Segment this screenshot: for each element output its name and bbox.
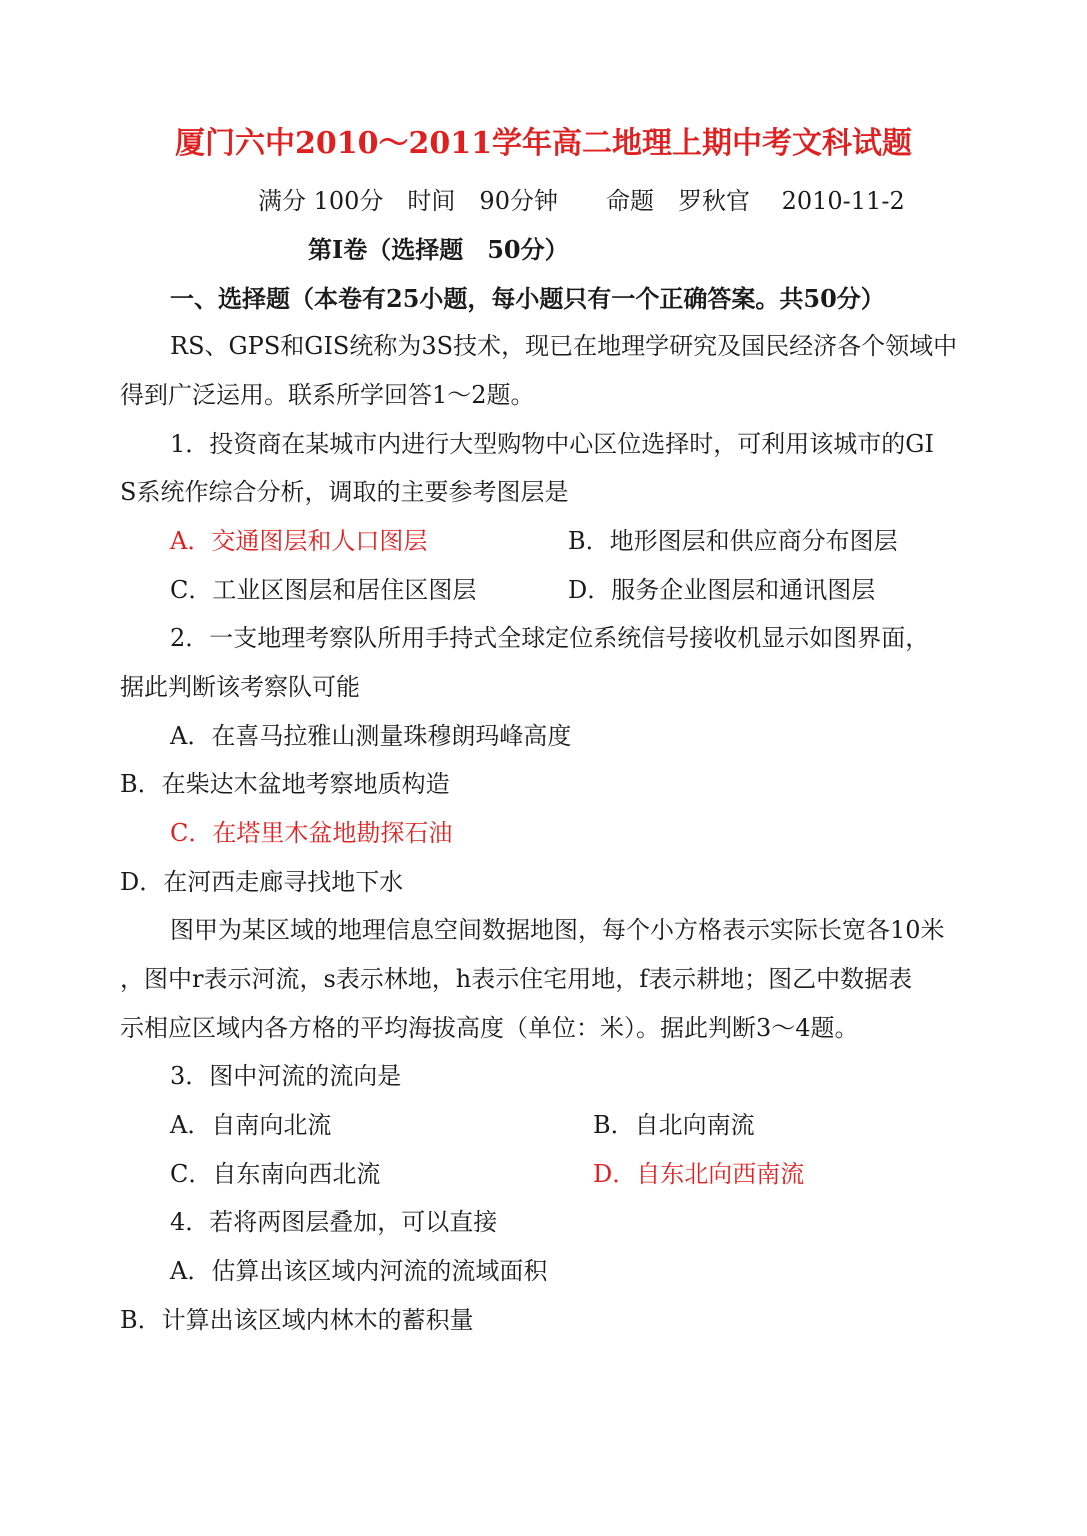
q4-stem: 4．若将两图层叠加，可以直接 [170, 1208, 498, 1236]
q2-stem-line2: 据此判断该考察队可能 [120, 673, 360, 701]
q2-stem-line1: 2．一支地理考察队所用手持式全球定位系统信号接收机显示如图界面， [170, 624, 930, 652]
exam-title: 厦门六中2010～2011学年高二地理上期中考文科试题 [175, 126, 912, 161]
q2-option-a: A．在喜马拉雅山测量珠穆朗玛峰高度 [170, 722, 572, 750]
intro1-line2: 得到广泛运用。联系所学回答1～2题。 [120, 381, 535, 409]
q2-option-c: C．在塔里木盆地勘探石油 [170, 819, 453, 847]
q3-option-d: D．自东北向西南流 [593, 1160, 805, 1188]
q3-option-c: C．自东南向西北流 [170, 1160, 381, 1188]
q3-stem: 3．图中河流的流向是 [170, 1062, 402, 1090]
intro2-line1: 图甲为某区域的地理信息空间数据地图，每个小方格表示实际长宽各10米 [170, 916, 945, 944]
q1-stem-line2: S系统作综合分析，调取的主要参考图层是 [120, 478, 569, 506]
intro2-line2: ，图中r表示河流，s表示林地，h表示住宅用地，f表示耕地；图乙中数据表 [120, 965, 913, 993]
q1-option-b: B．地形图层和供应商分布图层 [568, 527, 898, 555]
q3-option-a: A．自南向北流 [170, 1111, 332, 1139]
intro2-line3: 示相应区域内各方格的平均海拔高度（单位：米）。据此判断3～4题。 [120, 1014, 859, 1042]
q1-stem-line1: 1．投资商在某城市内进行大型购物中心区位选择时，可利用该城市的GI [170, 430, 934, 458]
q4-option-b: B．计算出该区域内林木的蓄积量 [120, 1306, 474, 1334]
section-heading: 一、选择题（本卷有25小题，每小题只有一个正确答案。共50分） [170, 284, 885, 313]
exam-meta: 满分 100分 时间 90分钟 命题 罗秋官 2010-11-2 [258, 187, 905, 215]
part-heading: 第Ⅰ卷（选择题 50分） [308, 235, 569, 264]
q4-option-a: A．估算出该区域内河流的流域面积 [170, 1257, 548, 1285]
q1-option-c: C．工业区图层和居住区图层 [170, 576, 477, 604]
q1-option-d: D．服务企业图层和通讯图层 [568, 576, 876, 604]
q2-option-d: D．在河西走廊寻找地下水 [120, 868, 404, 896]
q2-option-b: B．在柴达木盆地考察地质构造 [120, 770, 450, 798]
q1-option-a: A．交通图层和人口图层 [170, 527, 428, 555]
q3-option-b: B．自北向南流 [593, 1111, 755, 1139]
intro1-line1: RS、GPS和GIS统称为3S技术，现已在地理学研究及国民经济各个领域中 [170, 332, 958, 360]
